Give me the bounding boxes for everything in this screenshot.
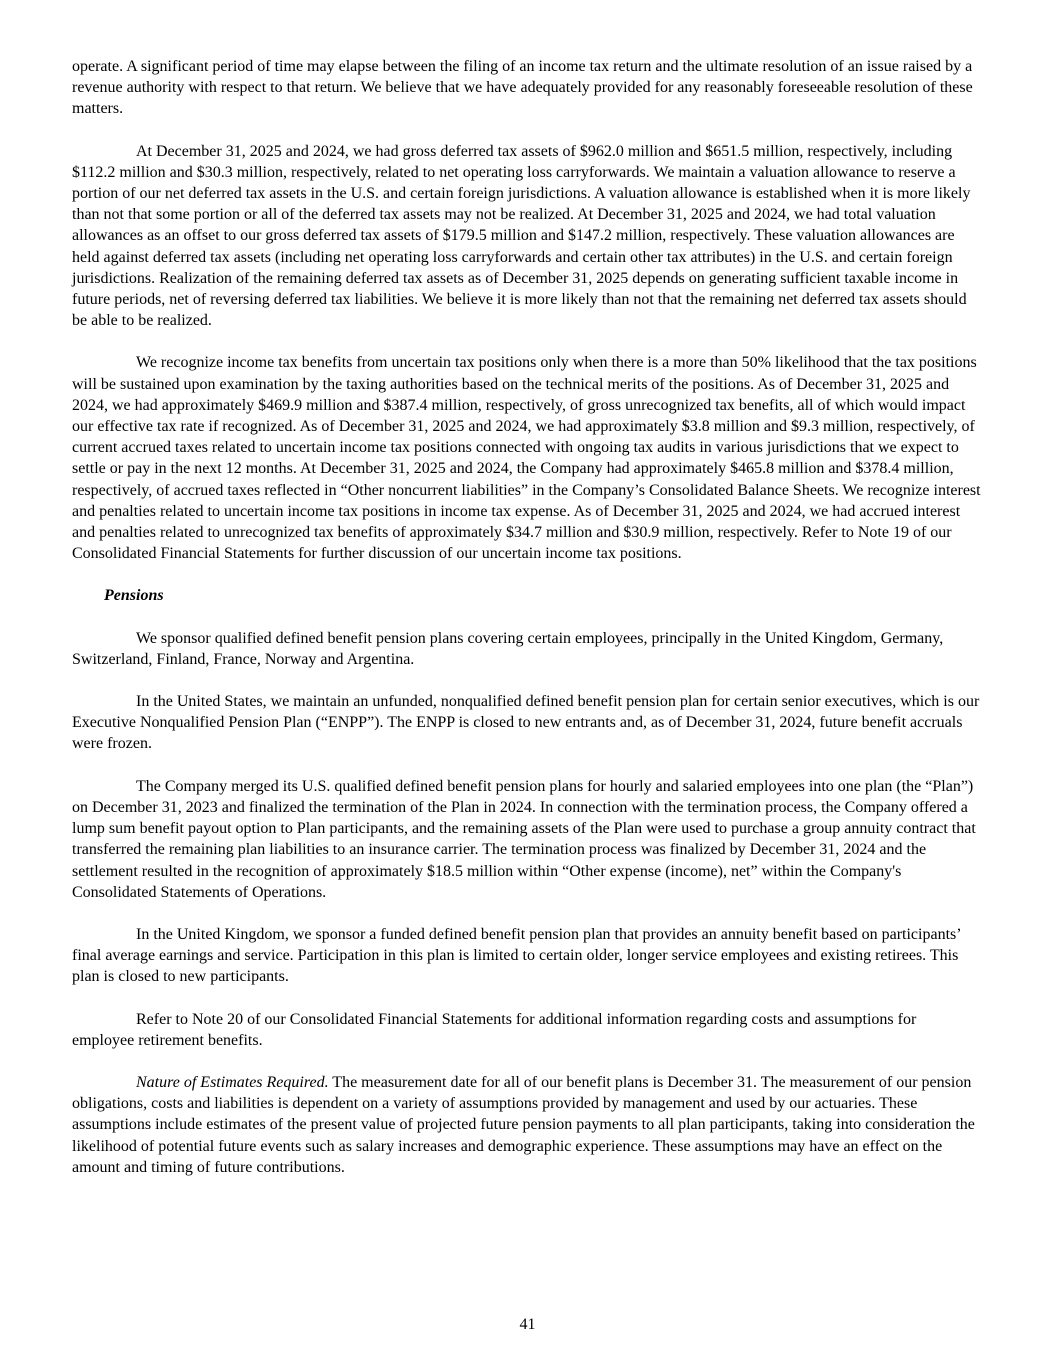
paragraph-uk-pension: In the United Kingdom, we sponsor a funded defined benefit pension plan that provides an annuity benefit based on participants’ final average earnings and service. Participation in this plan is limited to certain older, longer service employees and existing retirees. This plan is closed to new participants. <box>72 925 961 986</box>
page-body <box>72 56 982 1199</box>
paragraph-qualified-pension-plans: We sponsor qualified defined benefit pension plans covering certain employees, principally in the United Kingdom, Germany, Switzerland, Finland, France, Norway and Argentina. <box>72 629 944 668</box>
page-number: 41 <box>519 1316 536 1333</box>
paragraph-plan-termination: The Company merged its U.S. qualified defined benefit pension plans for hourly and salaried employees into one plan (the “Plan”) on December 31, 2023 and finalized the termination of the Plan in 2024. In connection with the termination process, the Company offered a lump sum benefit payout option to Plan participants, and the remaining assets of the Plan were used to purchase a group annuity contract that transferred the remaining plan liabilities to an insurance carrier. The termination process was finalized by December 31, 2024 and the settlement resulted in the recognition of approximately $18.5 million within “Other expense (income), net” within the Company's Consolidated Statements of Operations. <box>72 777 976 901</box>
paragraph-enpp: In the United States, we maintain an unfunded, nonqualified defined benefit pension plan for certain senior executives, which is our Executive Nonqualified Pension Plan (“ENPP”). The ENPP is closed to new entrants and, as of December 31, 2024, future benefit accruals were frozen. <box>72 693 980 753</box>
paragraph-nature-of-estimates <box>72 1072 982 1178</box>
paragraph-uncertain-tax-positions: We recognize income tax benefits from uncertain tax positions only when there is a more than 50% likelihood that the tax positions will be sustained upon examination by the taxing authorities based on the technical merits of the positions. As of December 31, 2025 and 2024, we had approximately $469.9 million and $387.4 million, respectively, of gross unrecognized tax benefits, all of which would impact our effective tax rate if recognized. As of December 31, 2025 and 2024, we had approximately $3.8 million and $9.3 million, respectively, of current accrued taxes related to uncertain income tax positions connected with ongoing tax audits in various jurisdictions that we expect to settle or pay in the next 12 months. At December 31, 2025 and 2024, the Company had approximately $465.8 million and $378.4 million, respectively, of accrued taxes reflected in “Other noncurrent liabilities” in the Company’s Consolidated Balance Sheets. We recognize interest and penalties related to uncertain income tax positions in income tax expense. As of December 31, 2025 and 2024, we had accrued interest and penalties related to unrecognized tax benefits of approximately $34.7 million and $30.9 million, respectively. Refer to Note 19 of our Consolidated Financial Statements for further discussion of our uncertain income tax positions. <box>72 354 981 563</box>
paragraph-tax-resolution: operate. A significant period of time may elapse between the filing of an income tax return and the ultimate resolution of an issue raised by a revenue authority with respect to that return. We believe that we have adequately provided for any reasonably foreseeable resolution of these matters. <box>72 58 973 118</box>
nature-of-estimates-lead-in: Nature of Estimates Required. <box>136 1073 329 1091</box>
paragraph-deferred-tax-assets: At December 31, 2025 and 2024, we had gross deferred tax assets of $962.0 million and $651.5 million, respectively, including $112.2 million and $30.3 million, respectively, related to net operating loss carryforwards. We maintain a valuation allowance to reserve a portion of our net deferred tax assets in the U.S. and certain foreign jurisdictions. A valuation allowance is established when it is more likely than not that some portion or all of the deferred tax assets may not be realized. At December 31, 2025 and 2024, we had total valuation allowances as an offset to our gross deferred tax assets of $179.5 million and $147.2 million, respectively. These valuation allowances are held against deferred tax assets (including net operating loss carryforwards and certain other tax attributes) in the U.S. and certain foreign jurisdictions. Realization of the remaining deferred tax assets as of December 31, 2025 depends on generating sufficient taxable income in future periods, net of reversing deferred tax liabilities. We believe it is more likely than not that the remaining net deferred tax assets should be able to be realized. <box>72 142 971 330</box>
paragraph-note-20-reference: Refer to Note 20 of our Consolidated Financial Statements for additional information regarding costs and assumptions for employee retirement benefits. <box>72 1010 917 1049</box>
nature-of-estimates-text: The measurement date for all of our benefit plans is December 31. The measurement of our pension obligations, costs and liabilities is dependent on a variety of assumptions provided by management and used by our actuaries. These assumptions include estimates of the present value of projected future pension payments to all plan participants, taking into consideration the likelihood of potential future events such as salary increases and demographic experience. These assumptions may have an effect on the amount and timing of future contributions. <box>72 1073 975 1176</box>
section-heading-pensions: Pensions <box>104 587 164 605</box>
